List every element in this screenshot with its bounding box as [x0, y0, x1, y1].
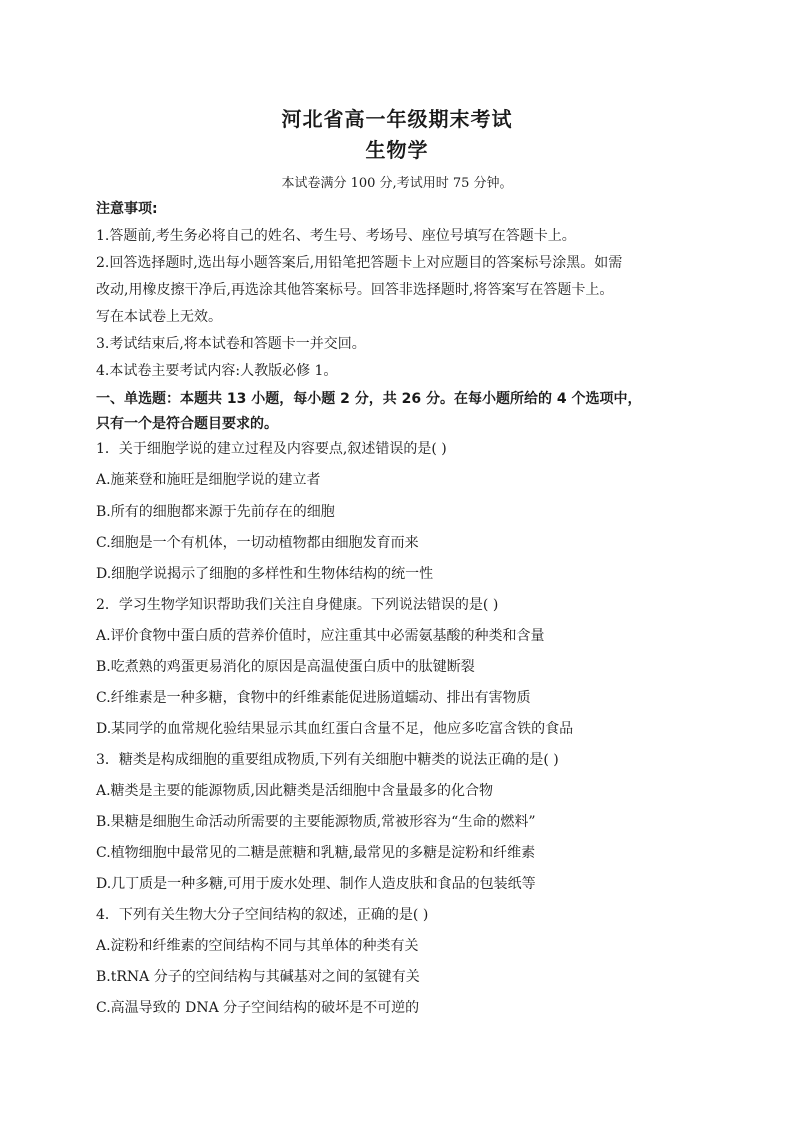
option-c: C.植物细胞中最常见的二糖是蔗糖和乳糖,最常见的多糖是淀粉和纤维素 [96, 845, 536, 861]
option-c: C.纤维素是一种多糖，食物中的纤维素能促进肠道蠕动、排出有害物质 [96, 690, 531, 706]
notice-line: 改动,用橡皮擦干净后,再选涂其他答案标号。回答非选择题时,将答案写在答题卡上。 [96, 282, 614, 298]
notice-line: 4.本试卷主要考试内容:人教版必修 1。 [96, 363, 338, 379]
option-d: D.某同学的血常规化验结果显示其血红蛋白含量不足，他应多吃富含铁的食品 [96, 721, 574, 737]
notice-heading: 注意事项: [96, 201, 158, 217]
exam-title: 河北省高一年级期末考试 [281, 107, 513, 131]
notice-line: 1.答题前,考生务必将自己的姓名、考生号、考场号、座位号填写在答题卡上。 [96, 228, 576, 244]
notice-line: 写在本试卷上无效。 [96, 309, 222, 325]
option-a: A.施莱登和施旺是细胞学说的建立者 [96, 472, 321, 488]
option-b: B.吃煮熟的鸡蛋更易消化的原因是高温使蛋白质中的肽键断裂 [96, 659, 475, 675]
question-stem: 3．糖类是构成细胞的重要组成物质,下列有关细胞中糖类的说法正确的是( ) [96, 752, 559, 768]
option-b: B.所有的细胞都来源于先前存在的细胞 [96, 504, 335, 520]
subject-title: 生物学 [365, 138, 429, 162]
question-stem: 2．学习生物学知识帮助我们关注自身健康。下列说法错误的是( ) [96, 597, 499, 613]
notice-line: 2.回答选择题时,选出每小题答案后,用铅笔把答题卡上对应题目的答案标号涂黑。如需 [96, 255, 623, 271]
option-d: D.细胞学说揭示了细胞的多样性和生物体结构的统一性 [96, 566, 434, 582]
notice-line: 3.考试结束后,将本试卷和答题卡一并交回。 [96, 336, 366, 352]
option-c: C.高温导致的 DNA 分子空间结构的破坏是不可逆的 [96, 1000, 420, 1016]
exam-info: 本试卷满分 100 分,考试用时 75 分钟。 [281, 176, 513, 191]
option-a: A.淀粉和纤维素的空间结构不同与其单体的种类有关 [96, 938, 419, 954]
option-b: B.tRNA 分子的空间结构与其碱基对之间的氢键有关 [96, 969, 420, 985]
question-stem: 4．下列有关生物大分子空间结构的叙述，正确的是( ) [96, 907, 429, 923]
option-d: D.几丁质是一种多糖,可用于废水处理、制作人造皮肤和食品的包装纸等 [96, 876, 536, 892]
option-a: A.评价食物中蛋白质的营养价值时，应注重其中必需氨基酸的种类和含量 [96, 628, 545, 644]
option-c: C.细胞是一个有机体，一切动植物都由细胞发育而来 [96, 535, 419, 551]
option-a: A.糖类是主要的能源物质,因此糖类是活细胞中含量最多的化合物 [96, 783, 494, 799]
section-heading-cont: 只有一个是符合题目要求的。 [96, 416, 278, 432]
section-heading: 一、单选题：本题共 13 小题，每小题 2 分，共 26 分。在每小题所给的 4 个选项中， [96, 391, 642, 407]
option-b: B.果糖是细胞生命活动所需要的主要能源物质,常被形容为“生命的燃料” [96, 814, 536, 830]
question-stem: 1．关于细胞学说的建立过程及内容要点,叙述错误的是( ) [96, 441, 447, 457]
